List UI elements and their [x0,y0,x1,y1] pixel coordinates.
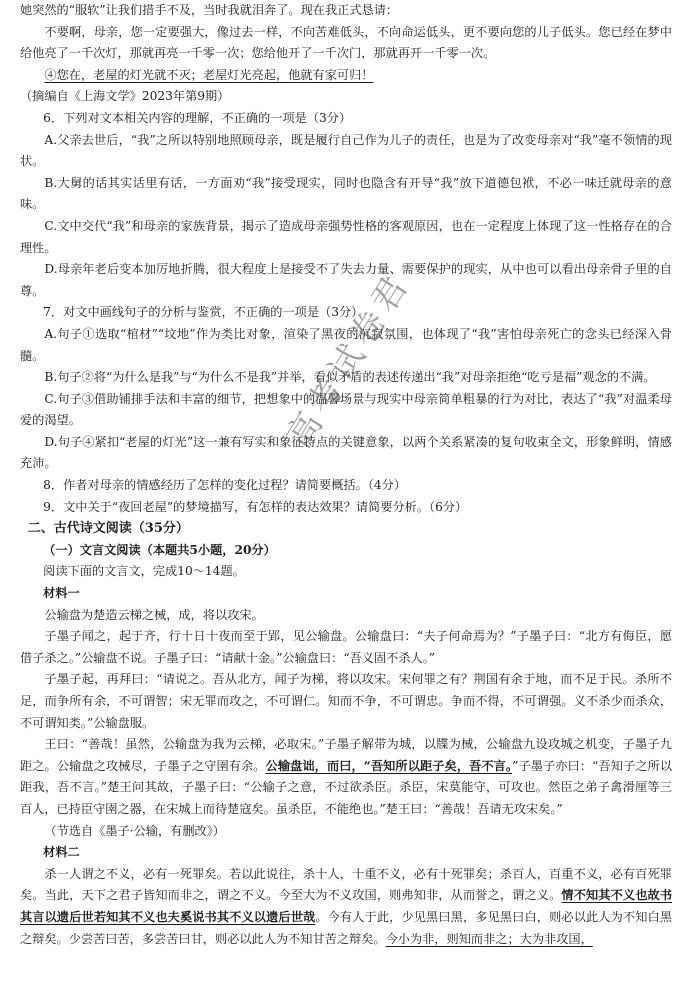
passage-paragraph: 不要啊，母亲，您一定要强大，像过去一样，不向苦难低头，不向命运低头，更不要向您的儿子低头。您已经在梦中给他亮了一千次灯，那就再亮一千零一次；您给他开了一千次门，那就再开一千零一次。 [20,24,672,61]
material-1-source: （节选自《墨子·公输，有删改》） [44,823,225,838]
question-6-option-b: B.大舅的话其实话里有话，一方面劝“我”接受现实，同时也隐含有开导“我”放下道德包袱，不必一味迁就母亲的意味。 [20,175,672,212]
question-6-option-c: C.文中交代“我”和母亲的家族背景，揭示了造成母亲强势性格的客观原因，也在一定程度上体现了这一性格存在的合理性。 [20,218,672,255]
material-1-paragraph-4 [20,734,672,820]
question-7-option-d: D.句子④紧扣“老屋的灯光”这一兼有写实和象征特点的关键意象，以两个关系紧凑的复句收束全文，形象鲜明，情感充沛。 [20,434,672,471]
material-1-paragraph-2: 子墨子闻之，起于齐，行十日十夜而至于郢，见公输盘。公输盘曰：“夫子何命焉为？”子墨子曰：“北方有侮臣，愿借子杀之。”公输盘不说。子墨子曰：“请献十金。”公输盘曰：“吾义固不杀人。” [20,629,672,665]
question-6-option-a: A.父亲去世后，“我”之所以特别地照顾母亲，既是履行自己作为儿子的责任，也是为了改变母亲对“我”毫不领情的现状。 [20,132,672,169]
material-2-part-a: 杀一人谓之不义，必有一死罪矣。若以此说往，杀十人，十重不义，必有十死罪矣；杀百人，百重不义，必有百死罪矣。当此，天下之君子皆知而非之，谓之不义。今至大为不义攻国，则弗知非，从而誉之，谓之义。 [20,866,672,903]
paragraph-4-part-b: ”子墨子亦曰：“吾知子之所以距我，吾不言。”楚王问其故，子墨子曰：“公输子之意，不过欲杀臣。杀臣，宋莫能守，可攻也。然臣之弟子禽滑厘等三百人，已持臣守圉之器，在宋城上而待楚寇矣。虽杀臣，不能绝也。”楚王曰：“善哉！吾请无攻宋矣。” [20,758,673,816]
question-7-stem: 7．对文中画线句子的分析与鉴赏，不正确的一项是（3分） [43,305,364,320]
material-1-paragraph-3: 子墨子起，再拜曰：“请说之。吾从北方，闻子为梯，将以攻宋。宋何罪之有？荆国有余于地，而不足于民。杀所不足，而争所有余，不可谓智；宋无罪而攻之，不可谓仁。知而不争，不可谓忠。争而不得，不可谓强。义不杀少而杀众，不可谓知类。”公输盘服。 [20,672,672,730]
question-7-option-b: B.句子②将“为什么是我”与“为什么不是我”并举，看似矛盾的表述传递出“我”对母亲拒绝“吃亏是福”观念的不满。 [44,370,656,385]
section-2-subtitle: （一）文言文阅读（本题共5小题，20分） [43,542,276,557]
underlined-sentence-punctuation: 情不知其不义也故书其言以遗后世若知其不义也夫奚说书其不义以遗后世哉 [20,888,673,924]
material-2-label: 材料二 [43,845,80,860]
material-1-paragraph-1: 公输盘为楚造云梯之械，成，将以攻宋。 [44,607,264,622]
question-9: 9．文中关于“夜回老屋”的梦境描写，有怎样的表达效果？请简要分析。（6分） [43,499,468,514]
section-2-title: 二、古代诗文阅读（35分） [27,521,189,537]
underlined-sentence-translation: 今小为非，则知而非之；大为非攻国， [385,931,593,946]
section-2-instruction: 阅读下面的文言文，完成10～14题。 [43,564,245,579]
material-2-part-b: 。今有人于此，少见黑曰黑，多见黑曰白，则必以此人为不知白黑之辩矣。少尝苦曰苦，多尝苦曰甘，则必以此人为不知甘苦之辩矣。 [20,909,673,946]
question-6-option-d: D.母亲年老后变本加厉地折腾，很大程度上是接受不了失去力量、需要保护的现实，从中也可以看出母亲骨子里的自尊。 [20,262,672,298]
passage-source: （摘编自《上海文学》2023年第9期） [20,89,230,104]
question-7-option-c: C.句子③借助铺排手法和丰富的细节，把想象中的温馨场景与现实中母亲简单粗暴的行为对比，表达了“我”对温柔母爱的渴望。 [20,391,672,428]
passage-final-sentence [20,65,672,87]
material-2-paragraph [20,864,672,950]
underlined-sentence-gongshu: 公输盘诎，而曰，“吾知所以距子矣，吾不言。 [265,758,513,773]
watermark: 高考试卷君 [278,264,419,456]
paragraph-4-part-a: 王曰：“善哉！虽然，公输盘为我为云梯，必取宋。”子墨子解带为城，以牒为械，公输盘九设攻城之机变，子墨子九距之。公输盘之攻械尽，子墨子之守圉有余。 [20,737,672,773]
underlined-sentence-4: ④您在，老屋的灯光就不灭；老屋灯光亮起，他就有家可归！ [44,67,374,82]
question-6-stem: 6．下列对文本相关内容的理解，不正确的一项是（3分） [43,110,352,125]
question-7-option-a: A.句子①选取“棺材”“坟地”作为类比对象，渲染了黑夜的沉寂氛围，也体现了“我”害怕母亲死亡的念头已经深入骨髓。 [20,326,672,363]
question-8: 8．作者对母亲的情感经历了怎样的变化过程？请简要概括。（4分） [43,478,407,493]
material-1-label: 材料一 [43,586,80,601]
passage-line-1: 她突然的“服软”让我们措手不及，当时我就泪奔了。现在我正式恳请： [20,3,399,17]
document-page [20,0,672,950]
